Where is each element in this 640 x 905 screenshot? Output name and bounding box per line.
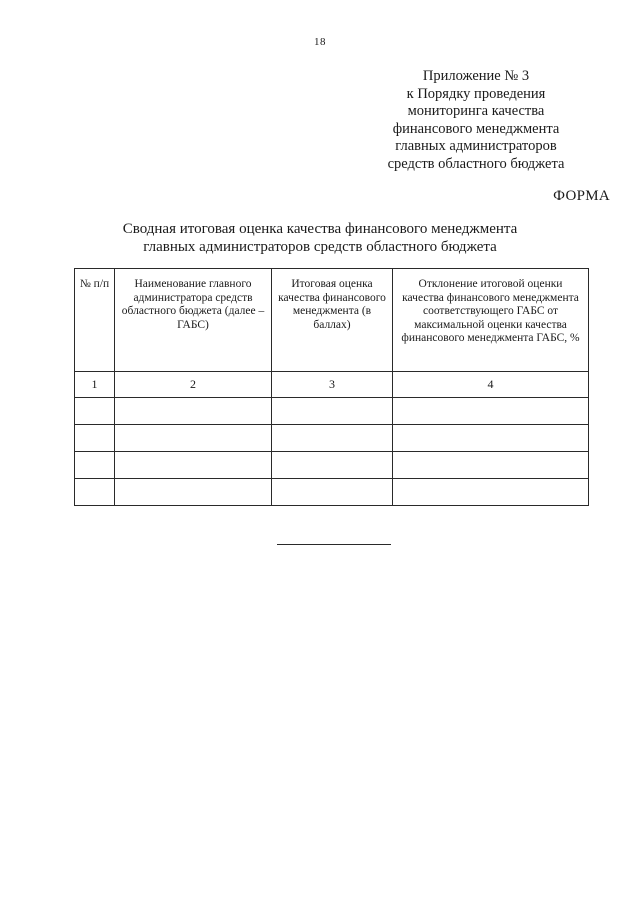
title-line: главных администраторов средств областного бюджета — [143, 239, 497, 255]
column-number: 1 — [75, 372, 115, 398]
appendix-line: финансового менеджмента — [392, 120, 560, 137]
column-number: 4 — [393, 372, 589, 398]
appendix-line: мониторинга качества — [407, 103, 545, 119]
header-text: Наименование главного администратора средств областного бюджета (далее – ГАБС) — [121, 278, 265, 331]
page-number: 18 — [314, 36, 326, 48]
assessment-table — [74, 268, 589, 506]
table-row — [75, 425, 589, 452]
column-number: 2 — [115, 372, 272, 398]
empty-cell — [393, 479, 589, 506]
empty-cell — [272, 398, 393, 425]
header-cell-deviation — [393, 269, 589, 372]
empty-cell — [393, 398, 589, 425]
empty-cell — [115, 452, 272, 479]
empty-cell — [75, 425, 115, 452]
empty-cell — [115, 479, 272, 506]
column-number-row — [75, 372, 589, 398]
table-row — [75, 398, 589, 425]
header-cell-number — [75, 269, 115, 372]
header-cell-score — [272, 269, 393, 372]
form-label: ФОРМА — [553, 188, 610, 204]
empty-cell — [393, 452, 589, 479]
header-text: № п/п — [79, 278, 110, 290]
column-number: 3 — [272, 372, 393, 398]
appendix-line: главных администраторов — [395, 138, 557, 154]
empty-cell — [75, 398, 115, 425]
header-text: Итоговая оценка качества финансового менеджмента (в баллах) — [278, 278, 386, 331]
end-separator-line — [277, 544, 391, 545]
document-title — [60, 220, 580, 256]
table-header-row — [75, 269, 589, 372]
table-row — [75, 479, 589, 506]
title-line: Сводная итоговая оценка качества финансового менеджмента — [122, 221, 518, 237]
empty-cell — [115, 398, 272, 425]
empty-cell — [115, 425, 272, 452]
appendix-line: к Порядку проведения — [406, 85, 546, 102]
empty-cell — [272, 425, 393, 452]
table-row — [75, 452, 589, 479]
empty-cell — [75, 479, 115, 506]
empty-cell — [75, 452, 115, 479]
empty-cell — [272, 479, 393, 506]
header-cell-administrator — [115, 269, 272, 372]
appendix-line: средств областного бюджета — [387, 155, 565, 172]
appendix-heading — [346, 68, 606, 173]
header-text: Отклонение итоговой оценки качества финансового менеджмента соответствующего ГАБС от максимальной оценки качества финансового менеджмента ГАБС, % — [401, 278, 580, 344]
empty-cell — [272, 452, 393, 479]
empty-cell — [393, 425, 589, 452]
appendix-line: Приложение № 3 — [422, 68, 530, 84]
